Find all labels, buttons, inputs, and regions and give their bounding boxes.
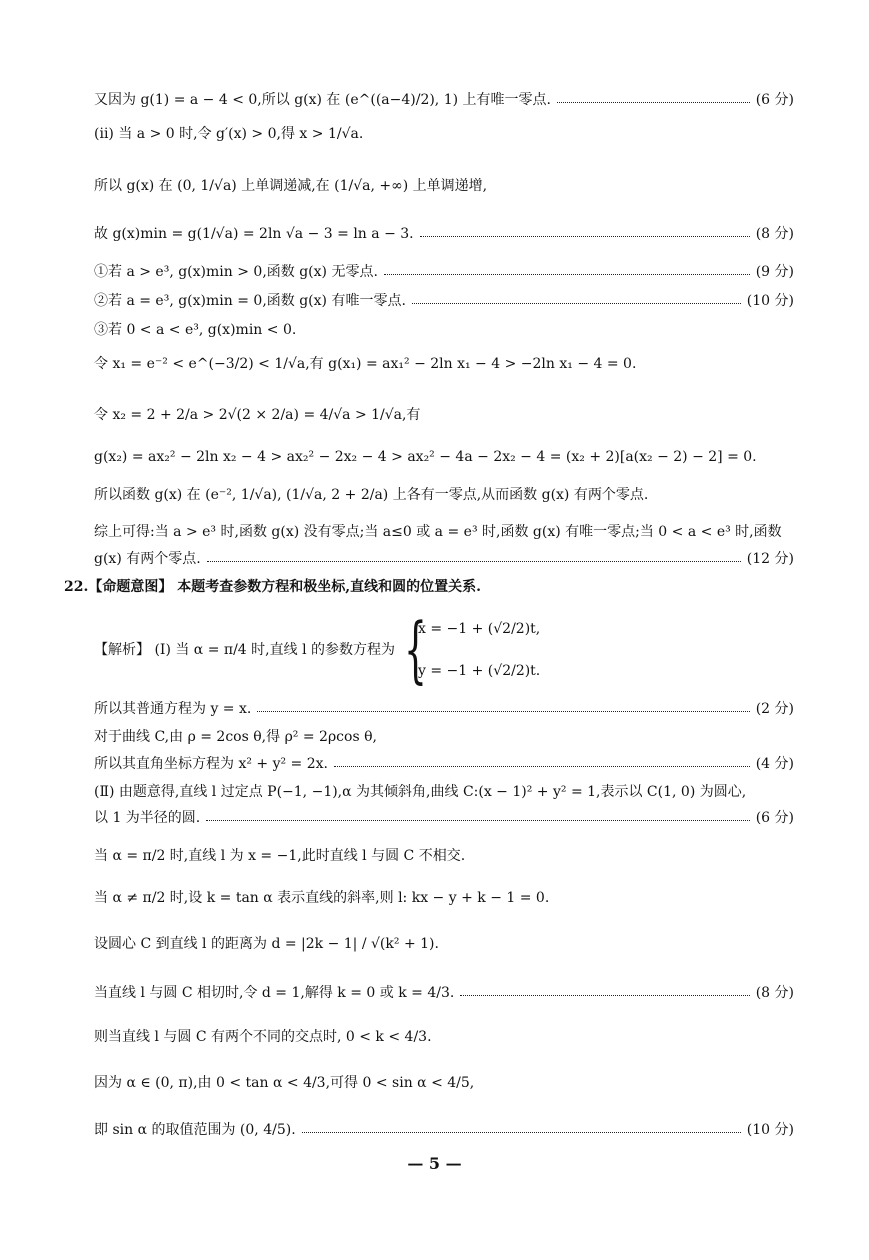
brace: { xyxy=(404,607,427,691)
score: (4 分) xyxy=(755,756,794,772)
text-line: 令 x₂ = 2 + 2/a > 2√(2 × 2/a) = 4/√a > 1/√a,有 xyxy=(94,407,421,423)
leader-dots xyxy=(384,274,750,275)
text-line: 即 sin α 的取值范围为 (0, 4/5). (10 分) xyxy=(94,1122,794,1138)
leader-dots xyxy=(460,995,749,996)
text-line: 所以其普通方程为 y = x. (2 分) xyxy=(94,701,794,717)
equation-row: y = −1 + (√2/2)t. xyxy=(418,663,541,679)
text-line: 因为 α ∈ (0, π),由 0 < tan α < 4/3,可得 0 < sin α < 4/5, xyxy=(94,1075,475,1091)
text-line: 故 g(x)min = g(1/√a) = 2ln √a − 3 = ln a − 3. (8 分) xyxy=(94,226,794,242)
text-line: 【解析】 (Ⅰ) 当 α = π/4 时,直线 l 的参数方程为 xyxy=(94,642,395,658)
text-line: 所以其直角坐标方程为 x² + y² = 2x. (4 分) xyxy=(94,756,794,772)
score: (10 分) xyxy=(746,1122,794,1138)
leader-dots xyxy=(206,820,749,821)
text-line: 当 α = π/2 时,直线 l 为 x = −1,此时直线 l 与圆 C 不相交. xyxy=(94,848,466,864)
text-line: ①若 a > e³, g(x)min > 0,函数 g(x) 无零点. (9 分) xyxy=(94,264,794,280)
leader-dots xyxy=(557,102,750,103)
score: (10 分) xyxy=(746,293,794,309)
leader-dots xyxy=(334,766,750,767)
text-line: g(x₂) = ax₂² − 2ln x₂ − 4 > ax₂² − 2x₂ − 4 > ax₂² − 4a − 2x₂ − 4 = (x₂ + 2)[a(x₂ − 2) − 2] = 0. xyxy=(94,449,757,465)
text-line: 对于曲线 C,由 ρ = 2cos θ,得 ρ² = 2ρcos θ, xyxy=(94,729,377,745)
text-line: g(x) 有两个零点. (12 分) xyxy=(94,551,794,567)
leader-dots xyxy=(412,303,741,304)
leader-dots xyxy=(207,561,741,562)
score: (6 分) xyxy=(755,92,794,108)
score: (9 分) xyxy=(755,264,794,280)
text-line: 所以函数 g(x) 在 (e⁻², 1/√a), (1/√a, 2 + 2/a) 上各有一零点,从而函数 g(x) 有两个零点. xyxy=(94,487,649,503)
score: (8 分) xyxy=(755,226,794,242)
text-line: 当 α ≠ π/2 时,设 k = tan α 表示直线的斜率,则 l: kx − y + k − 1 = 0. xyxy=(94,890,550,906)
text-line: 所以 g(x) 在 (0, 1/√a) 上单调递减,在 (1/√a, +∞) 上单调递增, xyxy=(94,178,488,194)
text-line: ③若 0 < a < e³, g(x)min < 0. xyxy=(94,322,297,338)
text-line: 以 1 为半径的圆. (6 分) xyxy=(94,810,794,826)
page-number: — 5 — xyxy=(407,1154,462,1173)
score: (2 分) xyxy=(755,701,794,717)
score: (6 分) xyxy=(755,810,794,826)
text-line: 令 x₁ = e⁻² < e^(−3/2) < 1/√a,有 g(x₁) = ax₁² − 2ln x₁ − 4 > −2ln x₁ − 4 = 0. xyxy=(94,356,637,372)
leader-dots xyxy=(257,711,749,712)
leader-dots xyxy=(420,236,750,237)
text-line: 则当直线 l 与圆 C 有两个不同的交点时, 0 < k < 4/3. xyxy=(94,1029,432,1045)
leader-dots xyxy=(302,1132,741,1133)
text-line: 又因为 g(1) = a − 4 < 0,所以 g(x) 在 (e^((a−4)/2), 1) 上有唯一零点. (6 分) xyxy=(94,92,794,108)
text-line: (ⅱ) 当 a > 0 时,令 g′(x) > 0,得 x > 1/√a. xyxy=(94,126,364,142)
text-line: ②若 a = e³, g(x)min = 0,函数 g(x) 有唯一零点. (10 分) xyxy=(94,293,794,309)
text-line: 设圆心 C 到直线 l 的距离为 d = |2k − 1| / √(k² + 1). xyxy=(94,936,439,952)
score: (8 分) xyxy=(755,985,794,1001)
text-line: (Ⅱ) 由题意得,直线 l 过定点 P(−1, −1),α 为其倾斜角,曲线 C:(x − 1)² + y² = 1,表示以 C(1, 0) 为圆心, xyxy=(94,784,747,800)
text-line: 综上可得:当 a > e³ 时,函数 g(x) 没有零点;当 a≤0 或 a = e³ 时,函数 g(x) 有唯一零点;当 0 < a < e³ 时,函数 xyxy=(94,524,782,540)
section-heading: 22.【命题意图】 本题考查参数方程和极坐标,直线和圆的位置关系. xyxy=(64,579,481,595)
parametric-equation-system xyxy=(404,607,541,691)
equation-row: x = −1 + (√2/2)t, xyxy=(418,621,541,637)
score: (12 分) xyxy=(746,551,794,567)
text-line: 当直线 l 与圆 C 相切时,令 d = 1,解得 k = 0 或 k = 4/3. (8 分) xyxy=(94,985,794,1001)
